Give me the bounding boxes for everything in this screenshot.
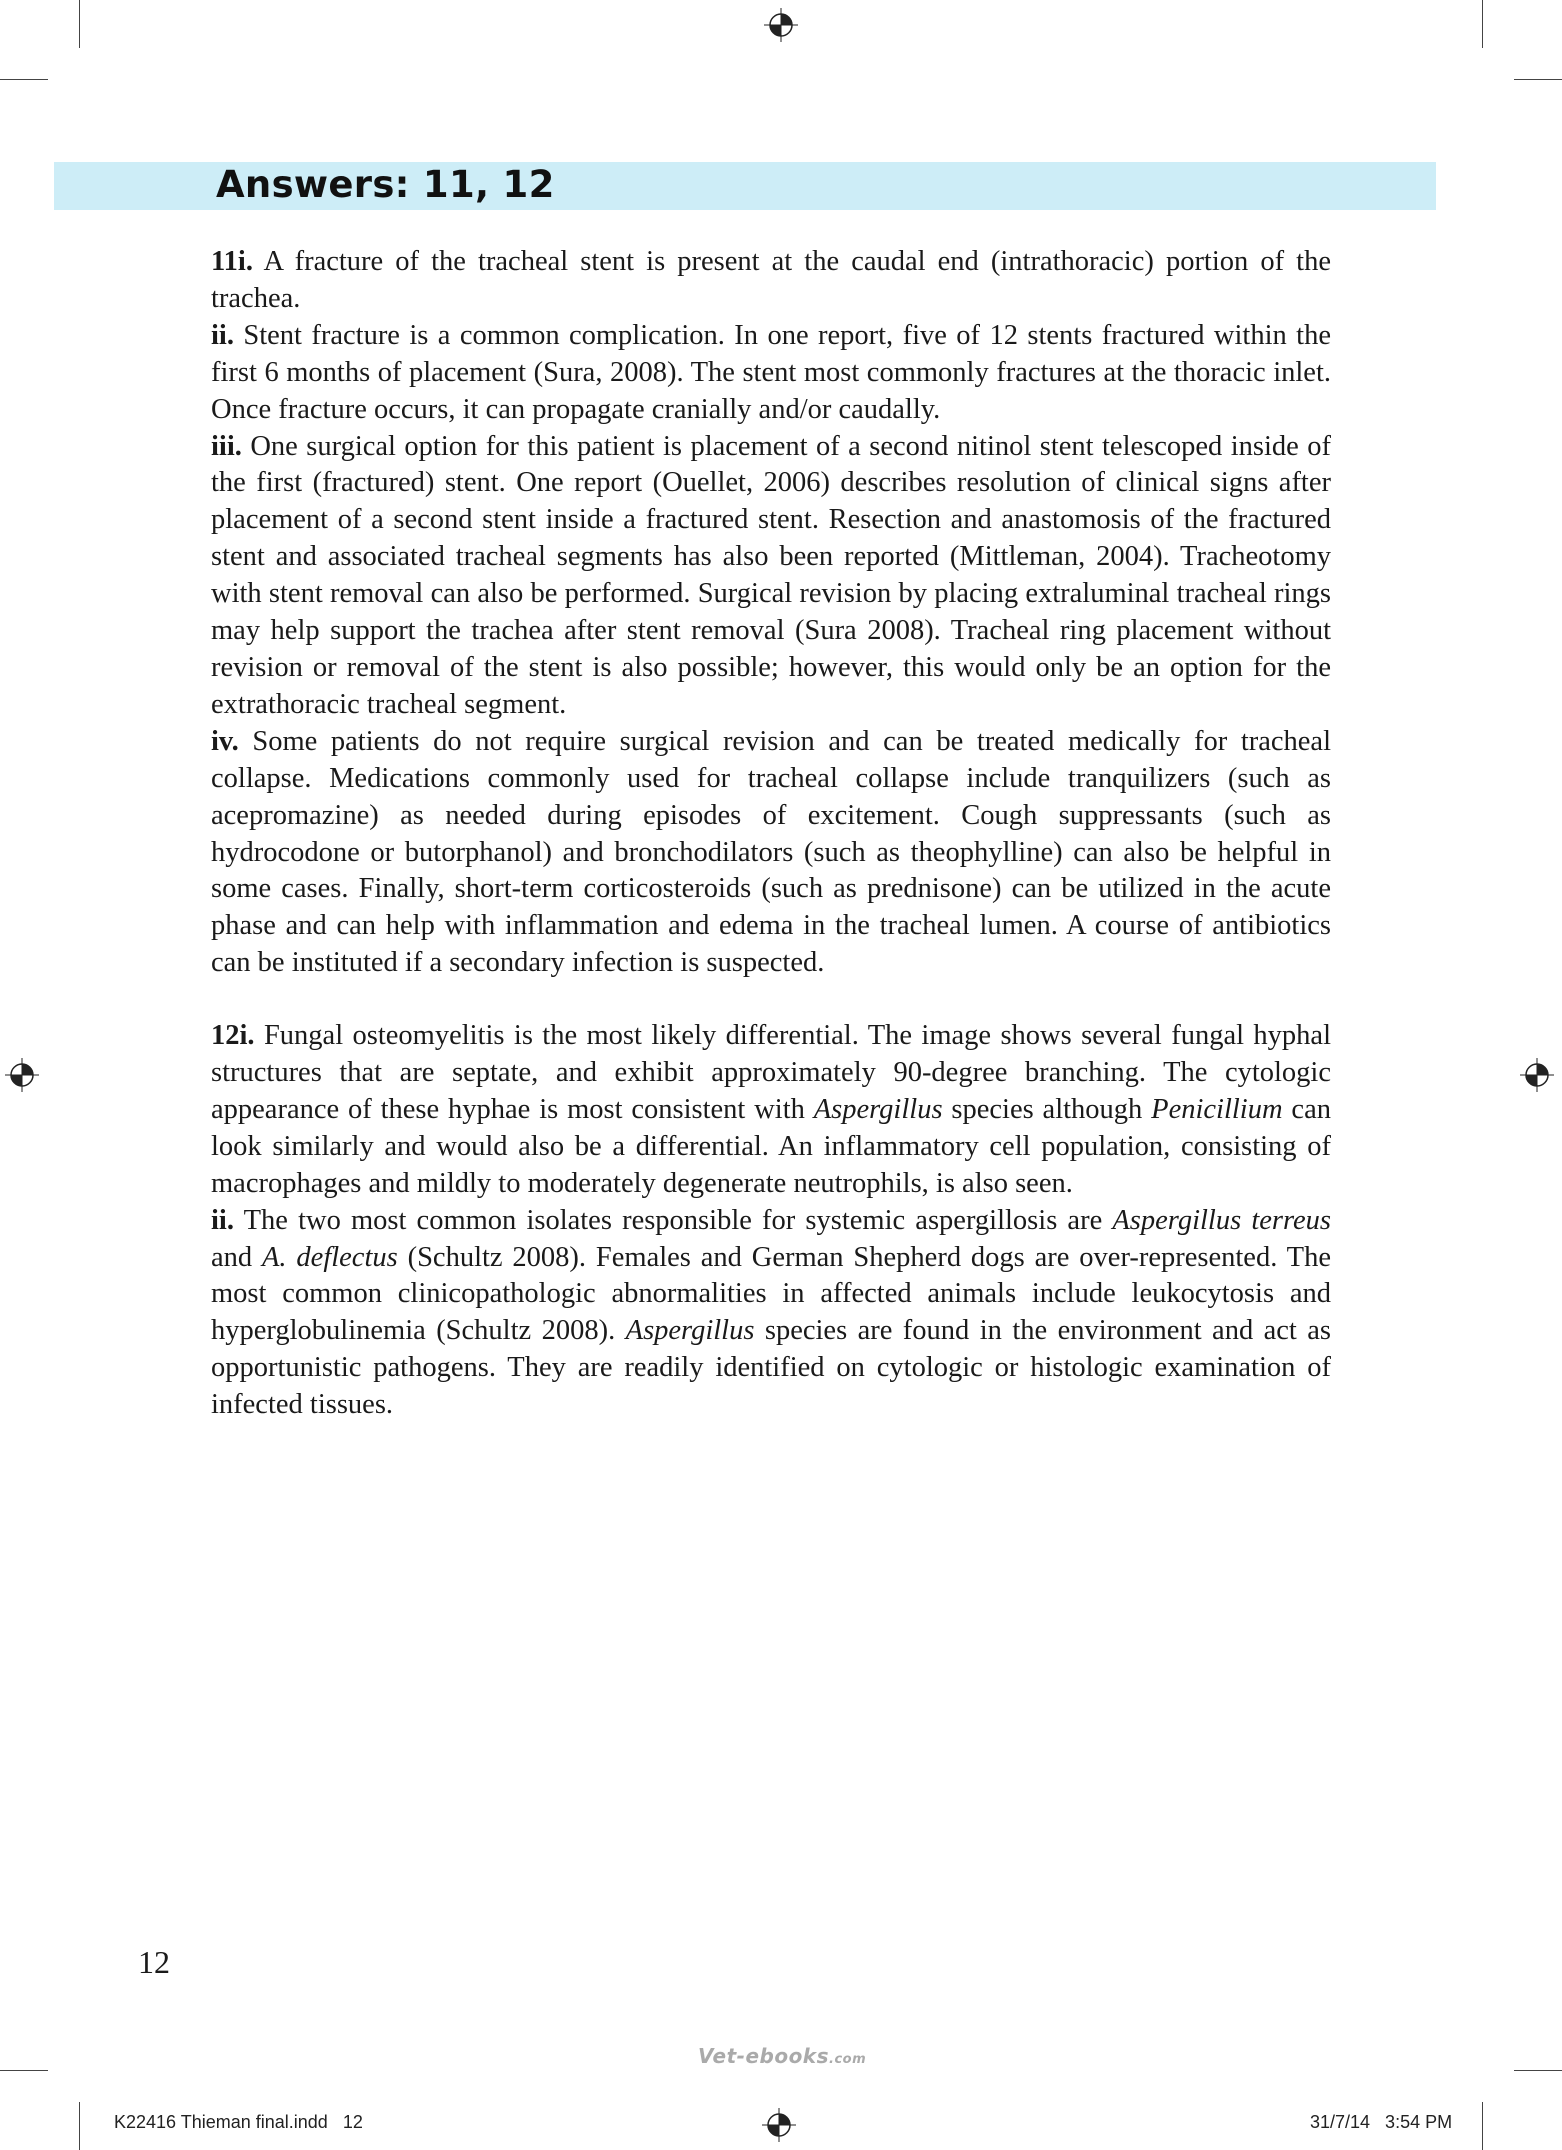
watermark — [698, 2044, 866, 2068]
crop-mark — [1514, 79, 1562, 80]
crop-mark — [1514, 2070, 1562, 2071]
watermark-main: Vet-ebooks — [698, 2044, 830, 2068]
species-name: Aspergillus — [813, 1093, 943, 1125]
answer-label: iv. — [211, 725, 239, 757]
species-name: Aspergillus terreus — [1112, 1204, 1332, 1236]
answers-body — [211, 244, 1331, 1424]
answer-label: ii. — [211, 319, 234, 351]
crop-mark — [1482, 0, 1483, 48]
registration-mark-icon — [762, 2108, 796, 2142]
answer-text: species although — [942, 1093, 1152, 1125]
answer-label: 12i. — [211, 1020, 255, 1052]
crop-mark — [79, 0, 80, 48]
species-name: A. deflectus — [262, 1241, 398, 1273]
species-name: Penicillium — [1151, 1093, 1283, 1125]
registration-mark-icon — [1520, 1058, 1554, 1092]
answer-12ii — [211, 1203, 1331, 1424]
answer-text: Fungal osteomyelitis is the most likely differential. The image shows several fungal hyphal structures that are septate, and exhibit approximately 90-degree branching. The cytologic appearance of these hyphae is most consistent with — [211, 1020, 1331, 1125]
crop-mark — [0, 2070, 48, 2071]
species-name: Aspergillus — [625, 1315, 755, 1347]
answer-label: iii. — [211, 430, 242, 462]
crop-mark — [1482, 2102, 1483, 2150]
answer-12i — [211, 1018, 1331, 1203]
answer-11ii — [211, 318, 1331, 429]
paragraph-gap — [211, 982, 1331, 1018]
answer-text: can look similarly and would also be a differential. An inflammatory cell population, consisting of macrophages and mildly to moderately degenerate neutrophils, is also seen. — [211, 1093, 1331, 1199]
answer-text: A fracture of the tracheal stent is present at the caudal end (intrathoracic) portion of the trachea. — [211, 246, 1331, 314]
answer-11iii — [211, 429, 1331, 724]
answer-text: One surgical option for this patient is placement of a second nitinol stent telescoped inside of the first (fractured) stent. One report (Ouellet, 2006) describes resolution of clinical signs after placement of a second stent inside a fractured stent. Resection and anastomosis of the fractured stent and associated tracheal segments has also been reported (Mittleman, 2004). Tracheotomy with stent removal can also be performed. Surgical revision by placing extraluminal tracheal rings may help support the trachea after stent removal (Sura 2008). Tracheal ring placement without revision or removal of the stent is also possible; however, this would only be an option for the extrathoracic tracheal segment. — [211, 430, 1331, 720]
crop-mark — [79, 2102, 80, 2150]
page-title: Answers: 11, 12 — [216, 163, 555, 206]
answer-text: and — [211, 1241, 263, 1273]
answer-text: species are found in the environment and act as opportunistic pathogens. They are readily identified on cytologic or histologic examination of infected tissues. — [211, 1315, 1332, 1421]
slug-file: K22416 Thieman final.indd 12 — [114, 2112, 363, 2132]
answer-text: The two most common isolates responsible for systemic aspergillosis are — [233, 1204, 1113, 1236]
answer-text: Stent fracture is a common complication. In one report, five of 12 stents fractured within the first 6 months of placement (Sura, 2008). The stent most commonly fractures at the thoracic inlet. Once fracture occurs, it can propagate cranially and/or caudally. — [211, 319, 1331, 425]
registration-mark-icon — [764, 8, 798, 42]
registration-mark-icon — [5, 1058, 39, 1092]
crop-mark — [0, 79, 48, 80]
answer-11iv — [211, 724, 1331, 982]
answer-text: Some patients do not require surgical revision and can be treated medically for tracheal collapse. Medications commonly used for tracheal collapse include tranquilizers (such as acepromazine) as needed during episodes of excitement. Cough suppressants (such as hydrocodone or butorphanol) and bronchodilators (such as theophylline) can also be helpful in some cases. Finally, short-term corticosteroids (such as prednisone) can be utilized in the acute phase and can help with inflammation and edema in the tracheal lumen. A course of antibiotics can be instituted if a secondary infection is suspected. — [211, 725, 1331, 979]
slug-date: 31/7/14 3:54 PM — [1310, 2112, 1453, 2132]
answer-text: (Schultz 2008). Females and German Shepherd dogs are over-represented. The most common clinicopathologic abnormalities in affected animals include leukocytosis and hyperglobulinemia (Schultz 2008). — [211, 1241, 1331, 1347]
answer-11i — [211, 244, 1331, 318]
answer-label: 11i. — [211, 246, 253, 277]
page-number: 12 — [138, 1944, 170, 1980]
watermark-suffix: .com — [829, 2052, 867, 2067]
answer-label: ii. — [211, 1204, 234, 1236]
